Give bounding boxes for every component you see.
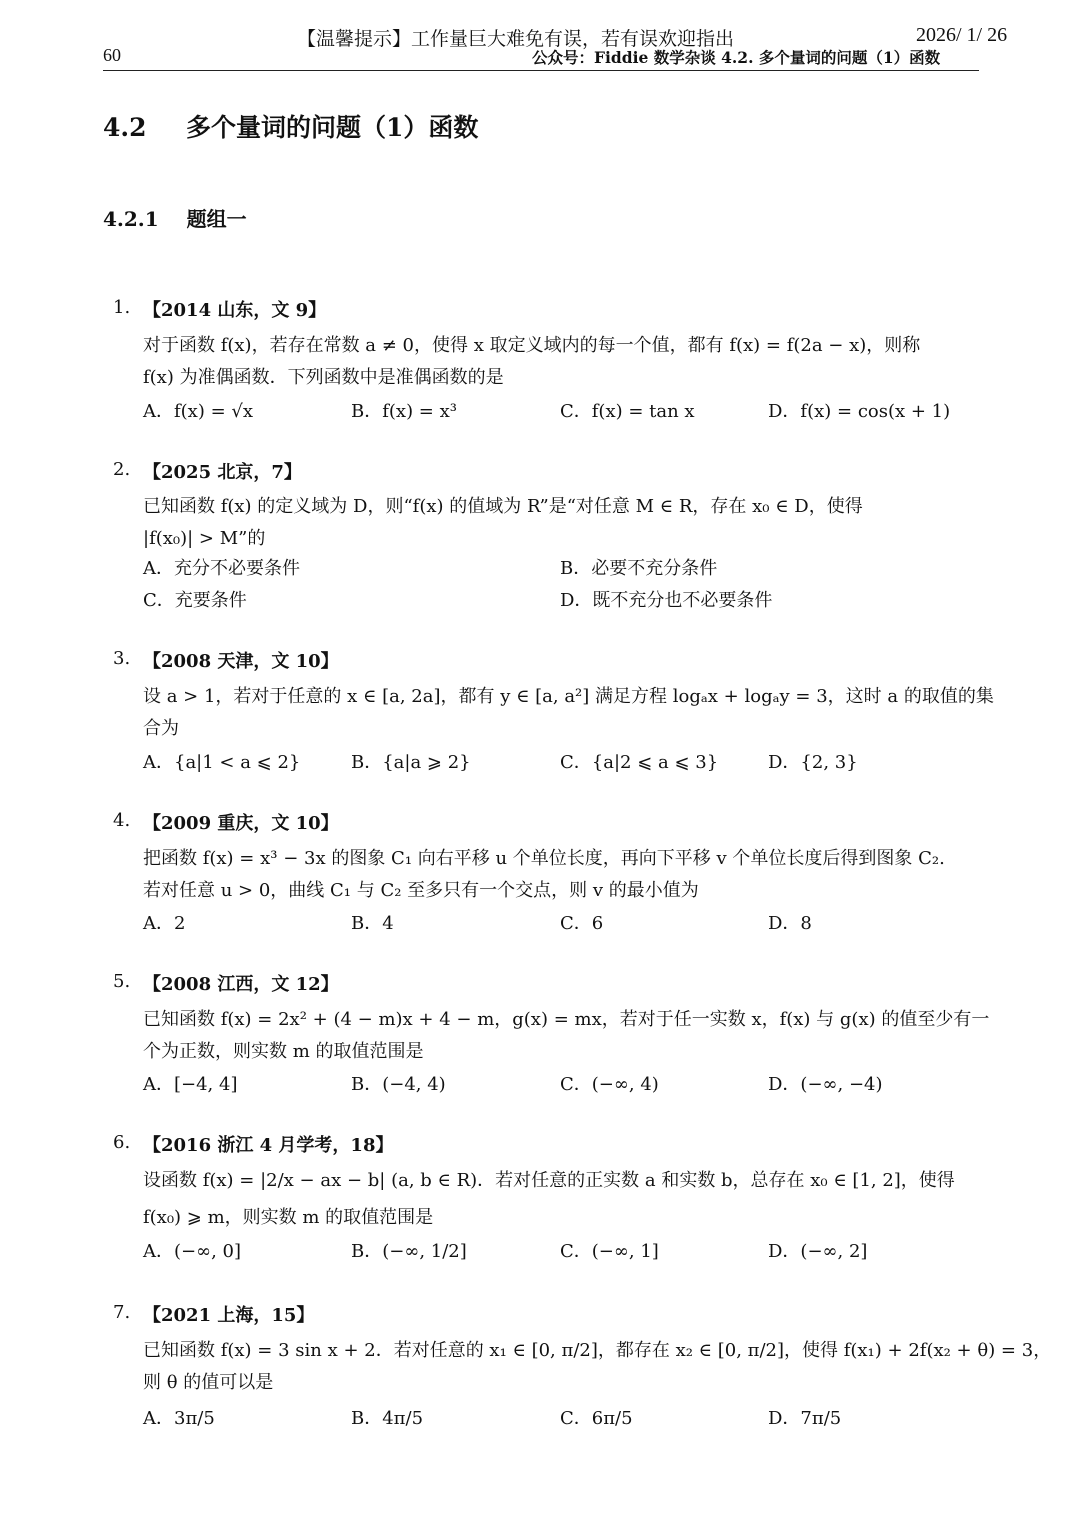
option-a: A．2 [143,913,186,934]
option-b: B．(−∞, 1/2] [351,1241,467,1262]
option-c: C．(−∞, 4) [560,1074,659,1095]
subsection-heading [103,203,247,232]
header-rule [103,70,979,71]
question-stem-line: 已知函数 f(x) 的定义域为 D，则“f(x) 的值域为 R”是“对任意 M ∈ R，存在 x₀ ∈ D，使得 [143,496,863,517]
question-source: 【2009 重庆，文 10】 [143,813,339,834]
section-number: 4.2 [103,113,147,142]
question-stem-line: 设函数 f(x) = |2/x − ax − b| (a, b ∈ R)．若对任意的正实数 a 和实数 b，总存在 x₀ ∈ [1, 2]，使得 [143,1170,955,1191]
option-b: B．必要不充分条件 [560,558,718,579]
option-c: C．6π/5 [560,1408,633,1429]
header-notice: 【温馨提示】工作量巨大难免有误，若有误欢迎指出 [297,28,735,50]
question-number: 3. [113,648,131,669]
question-number: 6. [113,1132,131,1153]
option-b: B．{a|a ⩾ 2} [351,752,471,773]
option-a: A．[−4, 4] [143,1074,238,1095]
question-stem-line: 把函数 f(x) = x³ − 3x 的图象 C₁ 向右平移 u 个单位长度，再向下平移 v 个单位长度后得到图象 C₂. [143,848,945,869]
question-source: 【2021 上海，15】 [143,1305,315,1326]
question-stem-line: 设 a > 1，若对于任意的 x ∈ [a, 2a]，都有 y ∈ [a, a²] 满足方程 logₐx + logₐy = 3，这时 a 的取值的集 [143,686,994,707]
option-a: A．3π/5 [143,1408,215,1429]
option-b: B．4π/5 [351,1408,424,1429]
header-account: 公众号：Fiddie 数学杂谈 4.2. 多个量词的问题（1）函数 [532,48,941,67]
section-title: 多个量词的问题（1）函数 [185,113,479,142]
option-a: A．充分不必要条件 [143,558,300,579]
option-d: D．{2, 3} [768,752,858,773]
section-heading [103,108,478,144]
question-source: 【2014 山东，文 9】 [143,300,327,321]
page-number: 60 [103,45,121,65]
question-source: 【2025 北京，7】 [143,462,302,483]
question-source: 【2008 江西，文 12】 [143,974,339,995]
option-a: A．(−∞, 0] [143,1241,242,1262]
question-stem-line: f(x₀) ⩾ m，则实数 m 的取值范围是 [143,1207,434,1228]
question-number: 1. [113,297,131,318]
option-b: B．f(x) = x³ [351,401,457,422]
option-d: D．f(x) = cos(x + 1) [768,401,951,422]
option-c: C．(−∞, 1] [560,1241,659,1262]
option-c: C．充要条件 [143,590,247,611]
question-stem-line: |f(x₀)| > M”的 [143,528,266,549]
subsection-number: 4.2.1 [103,207,159,231]
question-stem-line: 已知函数 f(x) = 2x² + (4 − m)x + 4 − m，g(x) = mx，若对于任一实数 x，f(x) 与 g(x) 的值至少有一 [143,1009,990,1030]
question-stem-line: 则 θ 的值可以是 [143,1372,274,1393]
option-d: D．(−∞, −4) [768,1074,883,1095]
option-b: B．4 [351,913,394,934]
question-number: 5. [113,971,131,992]
question-stem-line: f(x) 为准偶函数．下列函数中是准偶函数的是 [143,367,504,388]
question-stem-line: 个为正数，则实数 m 的取值范围是 [143,1041,424,1062]
option-d: D．8 [768,913,812,934]
option-a: A．{a|1 < a ⩽ 2} [143,752,301,773]
question-stem-line: 合为 [143,718,179,739]
option-a: A．f(x) = √x [143,401,254,422]
option-c: C．{a|2 ⩽ a ⩽ 3} [560,752,719,773]
question-stem-line: 对于函数 f(x)，若存在常数 a ≠ 0，使得 x 取定义域内的每一个值，都有 f(x) = f(2a − x)，则称 [143,335,921,356]
option-c: C．6 [560,913,604,934]
option-c: C．f(x) = tan x [560,401,695,422]
header-date: 2026/ 1/ 26 [916,24,1008,46]
option-d: D．(−∞, 2] [768,1241,868,1262]
question-stem-line: 已知函数 f(x) = 3 sin x + 2．若对任意的 x₁ ∈ [0, π/2]，都存在 x₂ ∈ [0, π/2]，使得 f(x₁) + 2f(x₂ + θ) = 3， [143,1340,1052,1361]
question-number: 2. [113,459,131,480]
option-d: D．7π/5 [768,1408,842,1429]
question-number: 7. [113,1302,131,1323]
question-stem-line: 若对任意 u > 0，曲线 C₁ 与 C₂ 至多只有一个交点，则 v 的最小值为 [143,880,699,901]
question-number: 4. [113,810,131,831]
question-source: 【2008 天津，文 10】 [143,651,339,672]
subsection-title: 题组一 [186,207,247,231]
option-b: B．(−4, 4) [351,1074,446,1095]
question-source: 【2016 浙江 4 月学考，18】 [143,1135,394,1156]
option-d: D．既不充分也不必要条件 [560,590,773,611]
